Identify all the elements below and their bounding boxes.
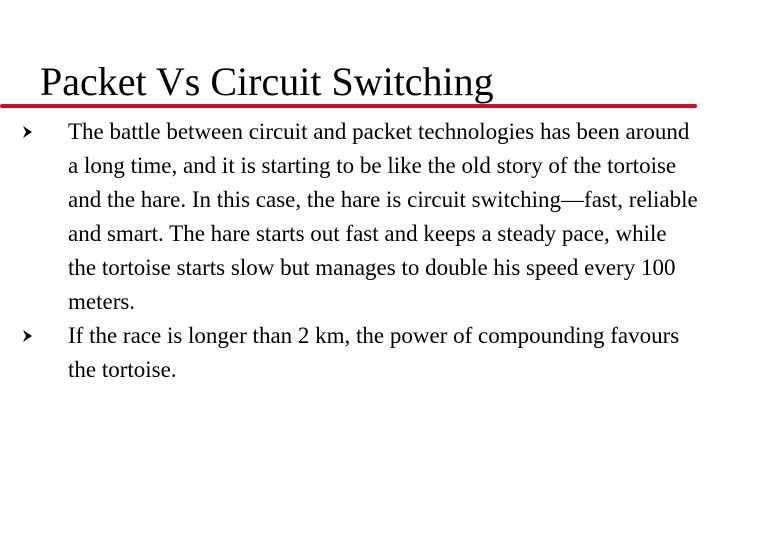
bullet-text: The battle between circuit and packet technologies has been around a long time, and it is starting to be like the old story of the tortoise and the hare. In this case, the hare is circuit switching—fast, reliable and smart. The hare starts out fast and keeps a steady pace, while the tortoise starts slow but manages to double his speed every 100 meters. <box>68 119 698 314</box>
arrowhead-bullet-icon <box>20 124 36 140</box>
bullet-item <box>20 115 700 319</box>
slide-title: Packet Vs Circuit Switching <box>40 59 494 104</box>
arrowhead-bullet-icon <box>20 328 36 344</box>
bullet-text: If the race is longer than 2 km, the power of compounding favours the tortoise. <box>68 323 680 382</box>
bullet-list <box>20 115 700 387</box>
title-underline <box>0 104 697 108</box>
bullet-item <box>20 319 700 387</box>
